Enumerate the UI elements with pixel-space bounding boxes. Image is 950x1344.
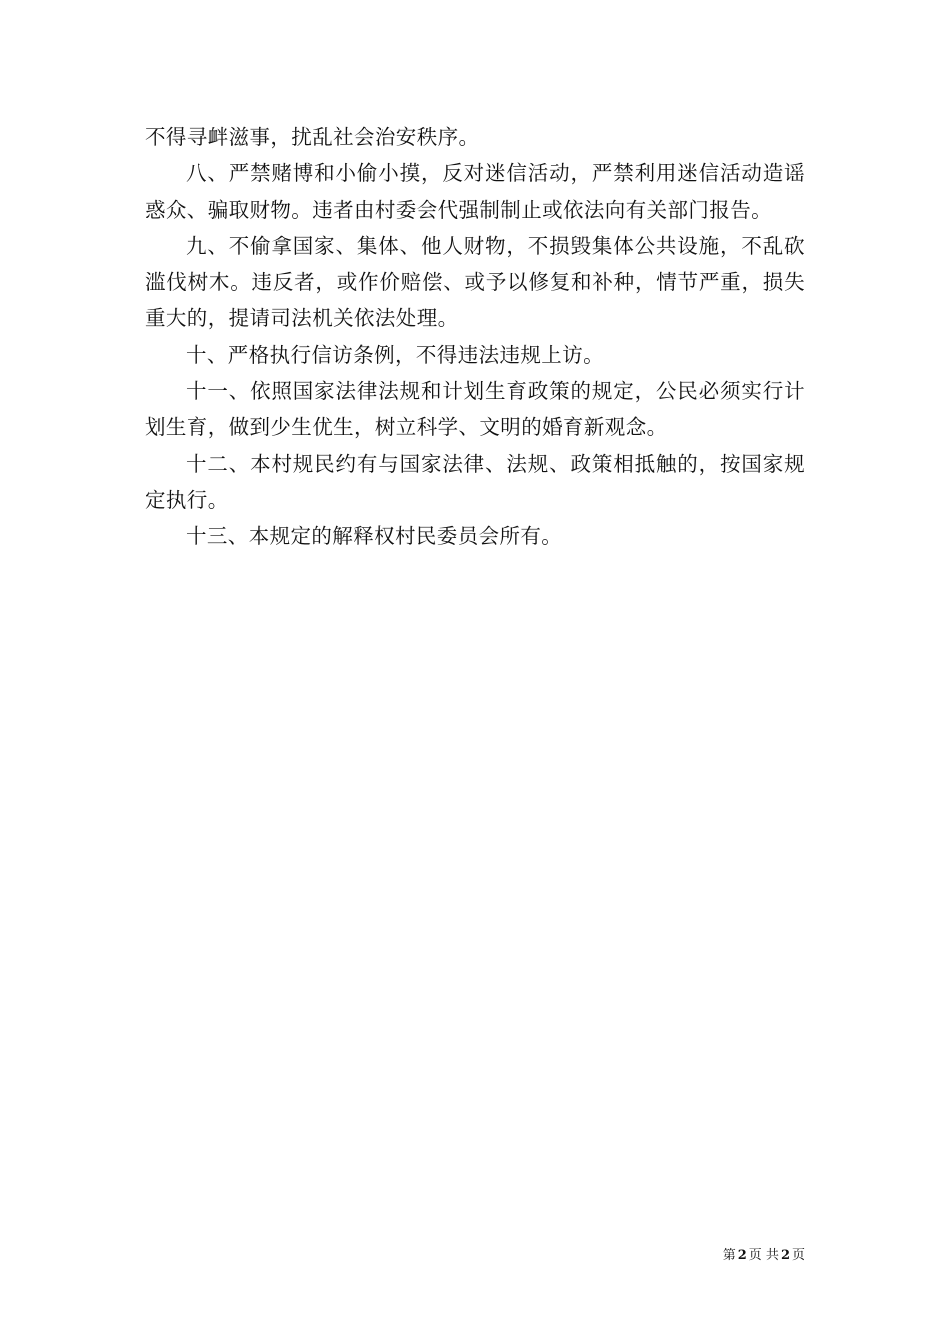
- paragraph-article-8: 八、严禁赌博和小偷小摸，反对迷信活动，严禁利用迷信活动造谣惑众、骗取财物。违者由村委会代强制制止或依法向有关部门报告。: [145, 161, 805, 222]
- total-page-number: 2: [780, 1248, 790, 1263]
- paragraph-continuation: 不得寻衅滋事，扰乱社会治安秩序。: [145, 125, 480, 149]
- current-page-number: 2: [737, 1248, 747, 1263]
- paragraph-article-9: 九、不偷拿国家、集体、他人财物，不损毁集体公共设施，不乱砍滥伐树木。违反者，或作价赔偿、或予以修复和补种，情节严重，损失重大的，提请司法机关依法处理。: [145, 233, 805, 331]
- footer-prefix: 第: [722, 1248, 736, 1263]
- page-number-footer: [723, 1247, 805, 1265]
- footer-suffix: 页: [791, 1248, 805, 1263]
- paragraph-article-11: 十一、依照国家法律法规和计划生育政策的规定，公民必须实行计划生育，做到少生优生，树立科学、文明的婚育新观念。: [145, 379, 805, 440]
- document-body: [145, 119, 805, 555]
- footer-middle: 页 共: [748, 1248, 779, 1263]
- paragraph-article-12: 十二、本村规民约有与国家法律、法规、政策相抵触的，按国家规定执行。: [145, 451, 805, 512]
- paragraph-article-13: 十三、本规定的解释权村民委员会所有。: [186, 524, 563, 549]
- paragraph-article-10: 十、严格执行信访条例，不得违法违规上访。: [186, 342, 604, 367]
